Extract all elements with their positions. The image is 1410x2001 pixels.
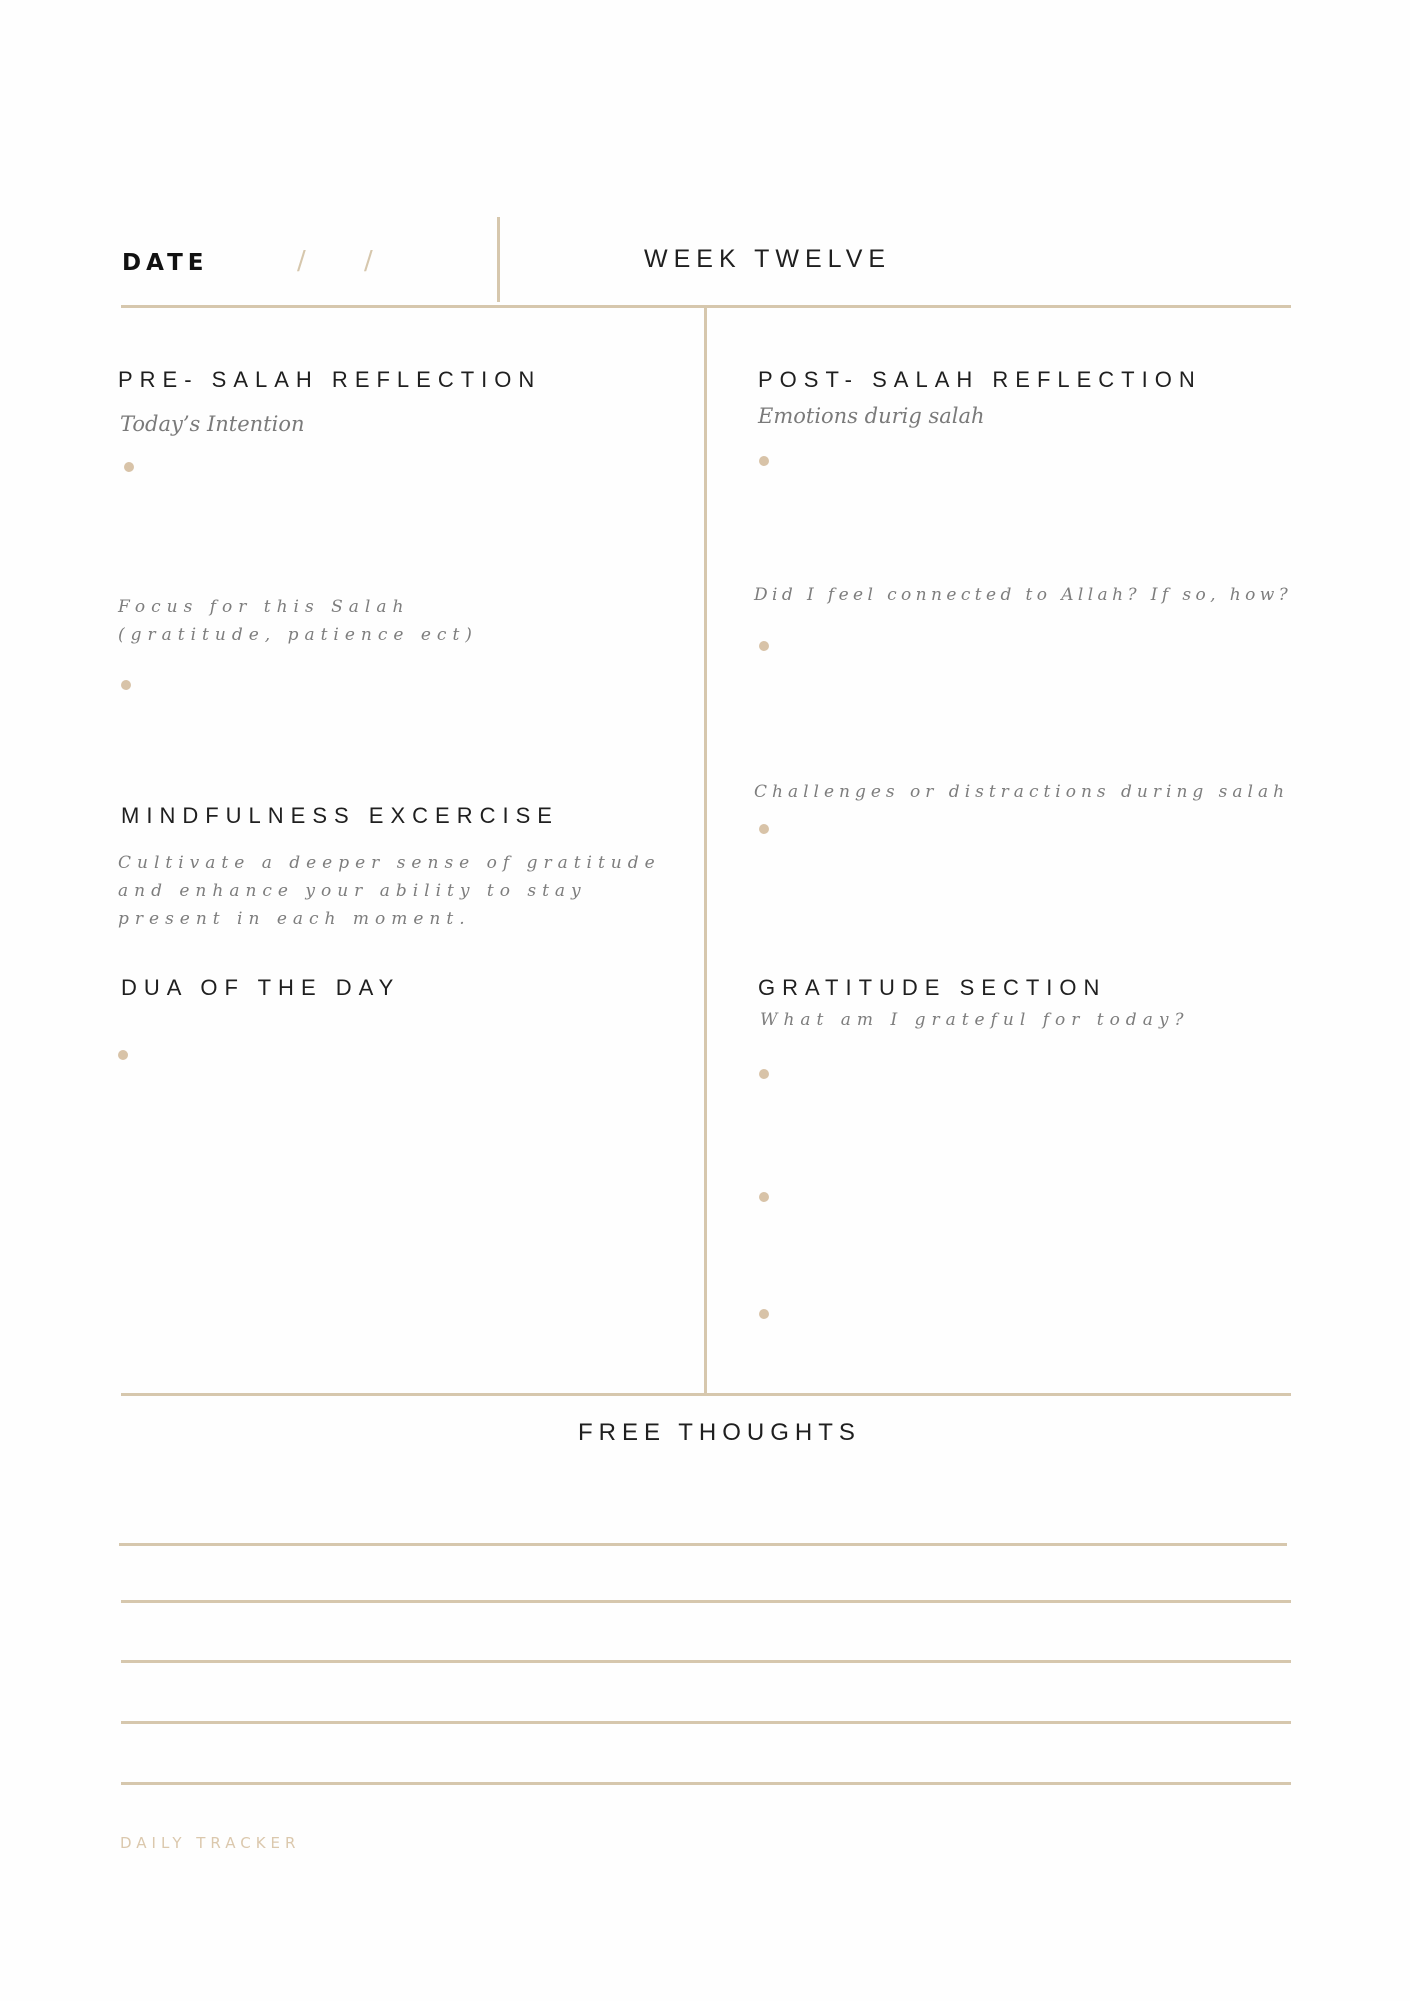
writing-line: [119, 1543, 1287, 1546]
date-separator: /: [297, 246, 306, 276]
column-divider: [704, 307, 707, 1394]
bullet-point: [124, 462, 134, 472]
intention-label: Today’s Intention: [120, 412, 305, 436]
focus-label: [118, 593, 538, 649]
gratitude-heading: GRATITUDE SECTION: [758, 975, 1107, 1000]
footer-label: DAILY TRACKER: [120, 1834, 301, 1852]
bullet-point: [759, 1192, 769, 1202]
bullet-point: [759, 456, 769, 466]
focus-label-line: (gratitude, patience ect): [118, 625, 478, 645]
bullet-point: [118, 1050, 128, 1060]
date-separator: /: [364, 246, 373, 276]
dua-heading: DUA OF THE DAY: [121, 975, 401, 1000]
writing-line: [121, 1660, 1291, 1663]
writing-line: [121, 1782, 1291, 1785]
bullet-point: [759, 641, 769, 651]
free-thoughts-heading: FREE THOUGHTS: [578, 1419, 861, 1446]
challenges-label: Challenges or distractions during salah: [754, 782, 1290, 802]
connected-label: Did I feel connected to Allah? If so, how?: [754, 585, 1293, 605]
pre-salah-heading: PRE- SALAH REFLECTION: [118, 367, 542, 392]
post-salah-heading: POST- SALAH REFLECTION: [758, 367, 1202, 392]
header-divider: [497, 217, 500, 302]
bullet-point: [759, 1309, 769, 1319]
focus-label-line: Focus for this Salah: [118, 597, 410, 617]
bullet-point: [121, 680, 131, 690]
mindfulness-description: Cultivate a deeper sense of gratitude and enhance your ability to stay present in each moment.: [118, 853, 661, 929]
date-label: DATE: [122, 250, 209, 276]
bullet-point: [759, 824, 769, 834]
week-title: WEEK TWELVE: [644, 245, 892, 273]
writing-line: [121, 1721, 1291, 1724]
bullet-point: [759, 1069, 769, 1079]
section-rule: [121, 1393, 1291, 1396]
emotions-label: Emotions durig salah: [758, 404, 985, 428]
mindfulness-heading: MINDFULNESS EXCERCISE: [121, 803, 559, 828]
writing-line: [121, 1600, 1291, 1603]
gratitude-prompt: What am I grateful for today?: [760, 1010, 1190, 1030]
